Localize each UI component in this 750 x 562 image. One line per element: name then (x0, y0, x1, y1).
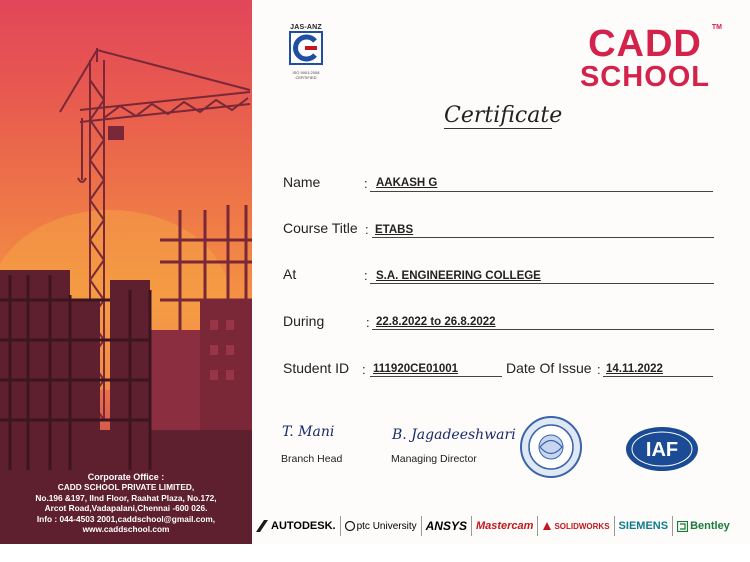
trademark-mark: TM (711, 24, 722, 31)
colon: : (364, 268, 368, 283)
partner-name: ANSYS (425, 519, 467, 533)
date-of-issue-label: Date Of Issue (506, 360, 592, 376)
course-title-label: Course Title (283, 220, 358, 236)
address-line: No.196 &197, IInd Floor, Raahat Plaza, No.172, (35, 492, 217, 503)
colon: : (597, 362, 601, 377)
partner-bentley (673, 516, 734, 536)
address-line: CADD SCHOOL PRIVATE LIMITED, (57, 482, 195, 493)
course-title-value: ETABS (375, 224, 414, 236)
cadd-school-logo (570, 23, 722, 93)
certification-mark-icon (289, 31, 323, 65)
during-label: During (283, 313, 325, 329)
partner-logos-bar (252, 512, 750, 540)
partner-solidworks (538, 516, 613, 536)
at-value: S.A. ENGINEERING COLLEGE (376, 270, 541, 282)
partner-autodesk (252, 516, 340, 536)
address-line: Arcot Road,Vadapalani,Chennai -600 026. (44, 503, 208, 514)
bentley-icon (677, 521, 688, 532)
iaf-text: IAF (645, 439, 679, 461)
during-underline (372, 329, 714, 330)
name-value: AAKASH G (376, 177, 438, 189)
accreditation-seal-icon (520, 416, 582, 478)
course-underline (372, 237, 714, 238)
branch-head-label: Branch Head (281, 453, 343, 465)
iso-line: ISO 9001:2008 (292, 70, 320, 75)
corporate-office-heading: Corporate Office : (87, 472, 165, 482)
colon: : (366, 315, 370, 330)
partner-mastercam (472, 516, 537, 536)
date-underline (603, 376, 713, 377)
construction-illustration-panel (0, 0, 252, 544)
ptc-icon (345, 521, 355, 531)
managing-director-label: Managing Director (391, 453, 477, 465)
jas-anz-label: JAS-ANZ (290, 24, 322, 31)
student-id-value: 111920CE01001 (373, 363, 459, 375)
branch-head-signature: T. Mani (282, 424, 335, 440)
corporate-office-address (4, 472, 248, 534)
partner-ptc (341, 516, 421, 536)
construction-scene-image (0, 0, 252, 544)
partner-siemens (615, 516, 673, 536)
partner-name: ptc University (356, 520, 417, 532)
autodesk-icon (256, 520, 268, 532)
colon: : (365, 222, 369, 237)
name-underline (370, 191, 713, 192)
address-line: www.caddschool.com (82, 524, 170, 535)
at-label: At (283, 266, 297, 282)
colon: : (362, 362, 366, 377)
logo-line-cadd: CADD (588, 23, 702, 65)
partner-ansys (422, 516, 471, 536)
student-id-label: Student ID (283, 360, 350, 376)
logo-line-school: SCHOOL (579, 61, 711, 93)
partner-name: SIEMENS (618, 520, 669, 532)
partner-name: SOLIDWORKS (554, 521, 610, 531)
partner-name: AUTODESK. (271, 520, 336, 532)
during-value: 22.8.2022 to 26.8.2022 (376, 316, 496, 328)
date-of-issue-value: 14.11.2022 (606, 363, 663, 375)
student-id-underline (370, 376, 502, 377)
iso-certified-badge (285, 24, 327, 80)
managing-director-signature: B. Jagadeeshwari (392, 427, 516, 443)
title-underline (444, 128, 552, 129)
iaf-seal-icon (625, 426, 699, 472)
address-line: Info : 044-4503 2001,caddschool@gmail.com, (36, 513, 216, 524)
at-underline (370, 283, 714, 284)
colon: : (364, 176, 368, 191)
certificate-title: Certificate (444, 103, 563, 128)
partner-name: Bentley (690, 520, 730, 532)
solidworks-icon (542, 521, 552, 531)
iso-line: CERTIFIED (295, 75, 317, 80)
partner-name: Mastercam (475, 520, 534, 532)
name-label: Name (283, 174, 321, 190)
